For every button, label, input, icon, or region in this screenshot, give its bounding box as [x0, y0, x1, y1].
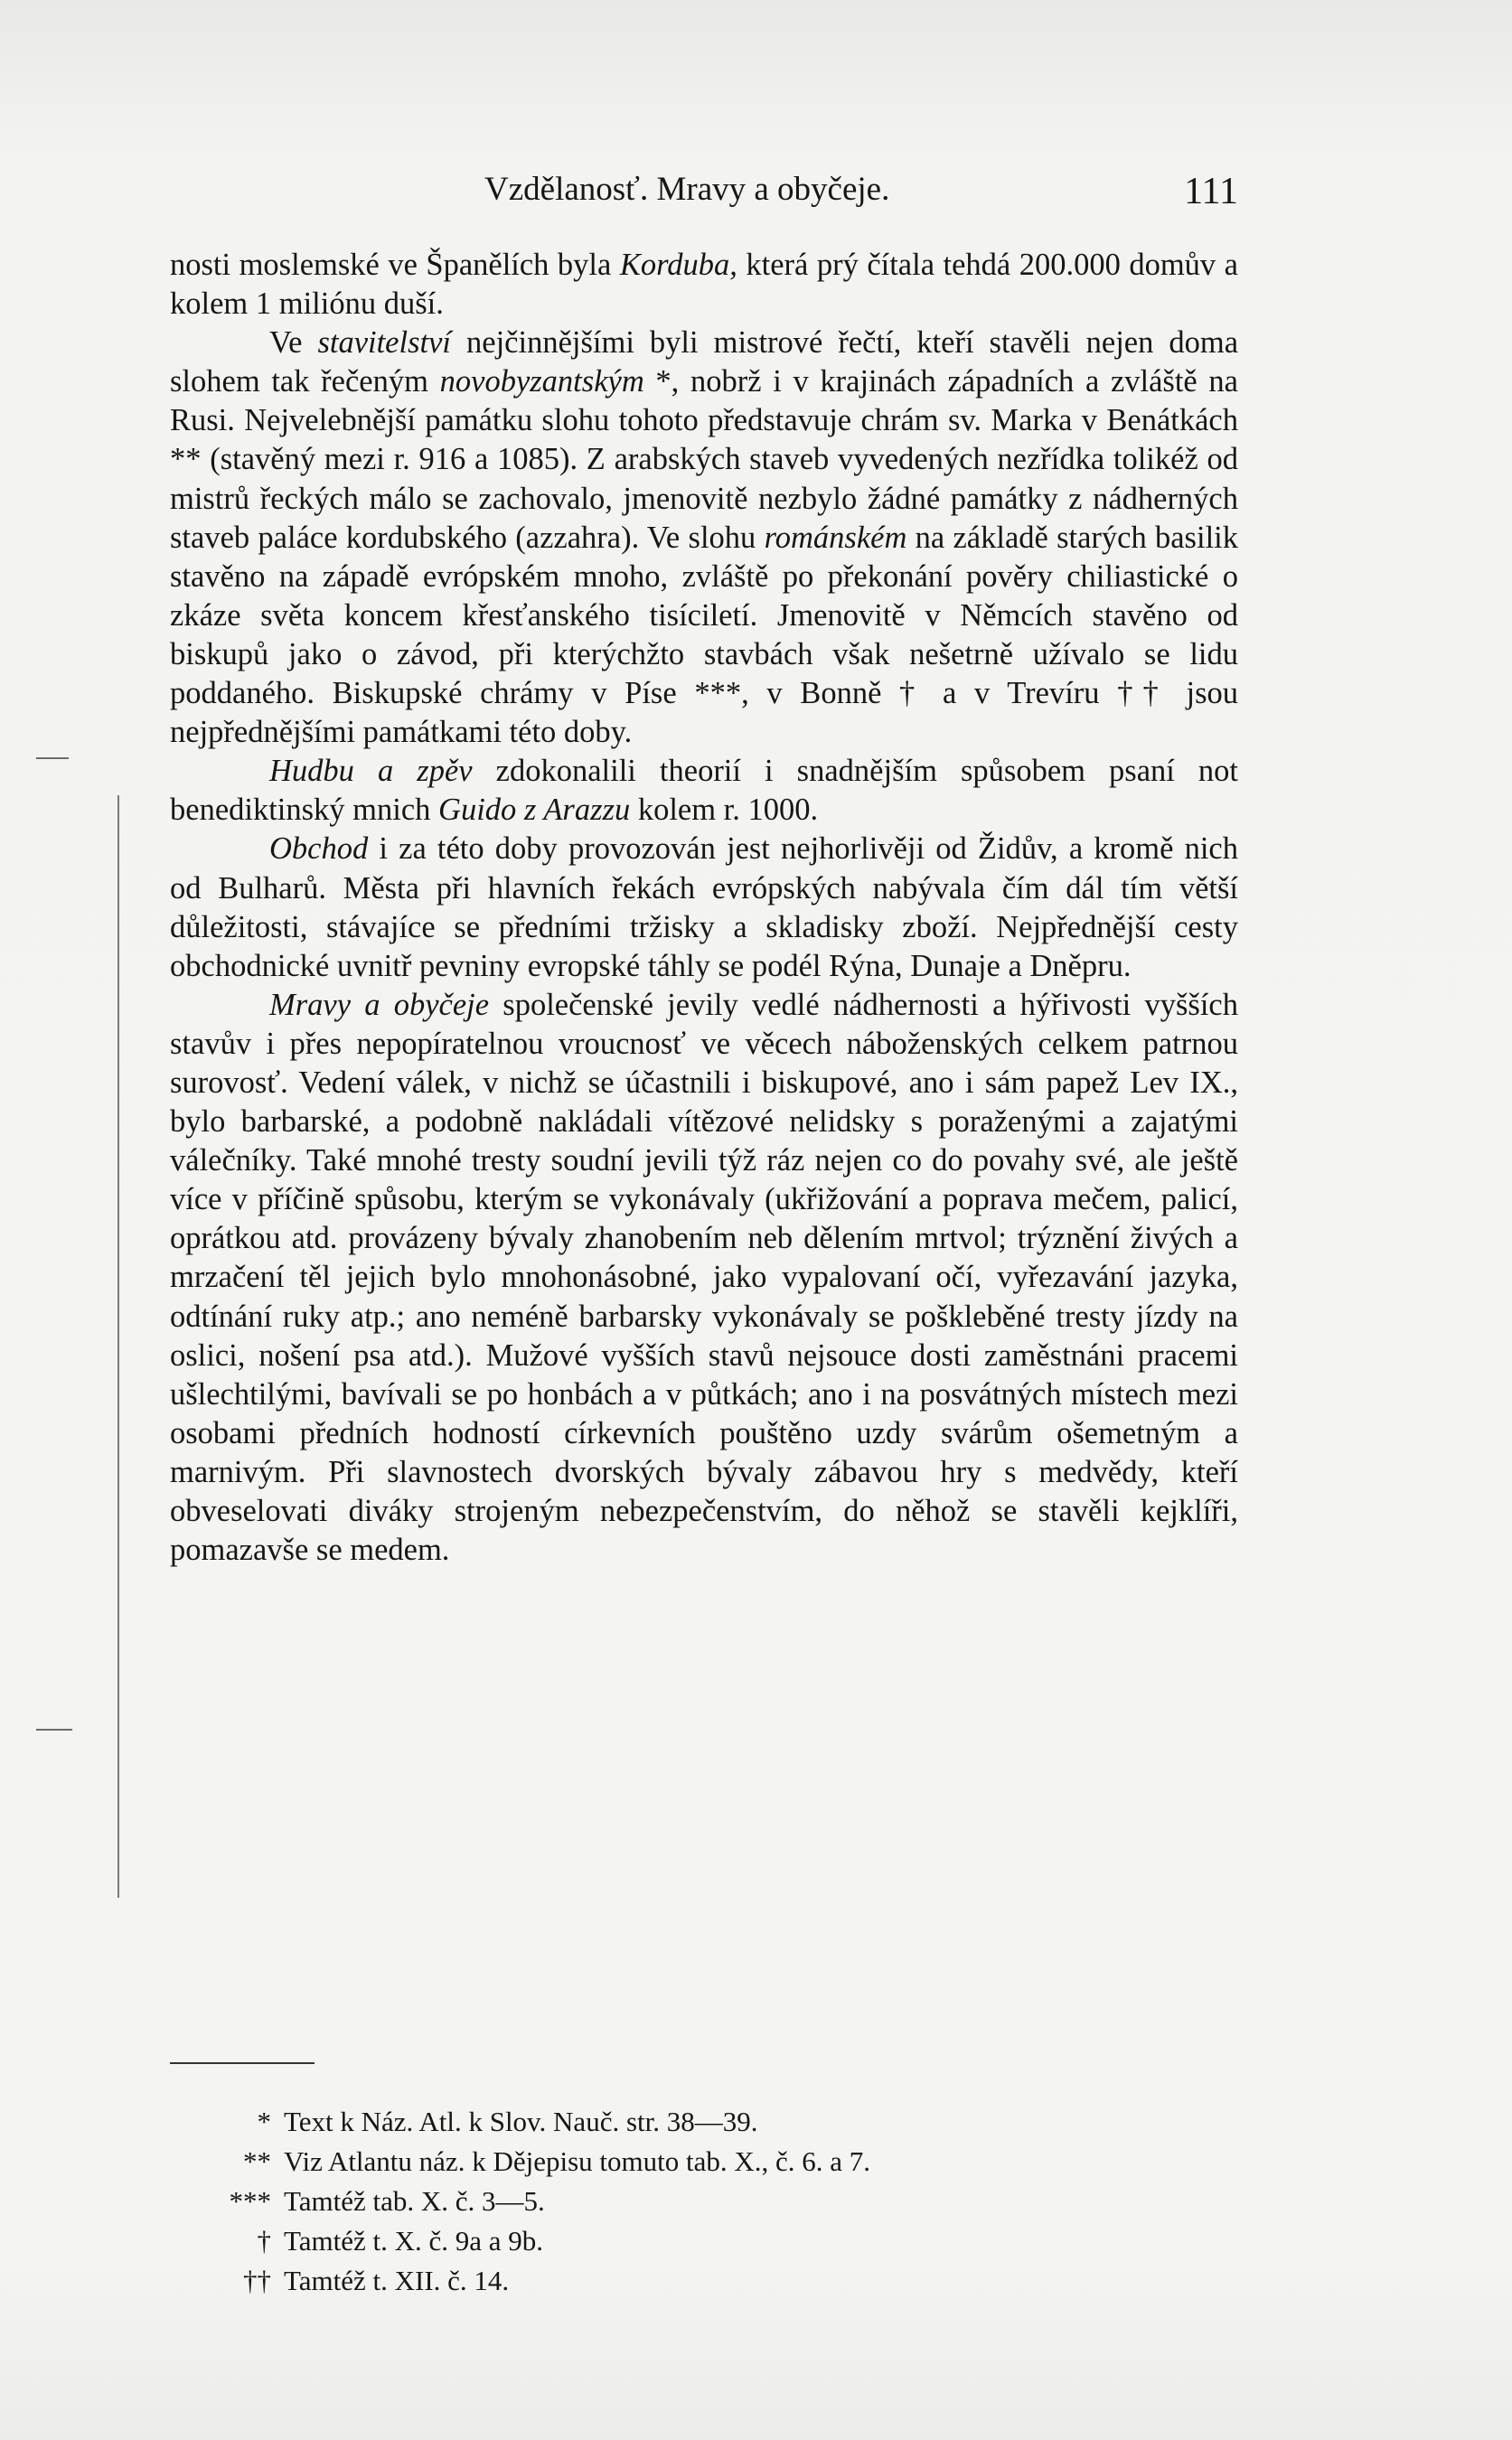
text-run: nosti moslemské ve Španělích byla [170, 248, 620, 282]
footnote-mark: ** [243, 2145, 271, 2177]
margin-rule [117, 795, 119, 1898]
text-run: která prý čítala tehdá 200.000 domův a kolem 1 miliónu duší. [170, 248, 1238, 322]
footnote-text: Tamtéž t. X. č. 9a a 9b. [284, 2225, 544, 2257]
footnote-mark: † [257, 2225, 271, 2257]
page-header [170, 170, 1238, 215]
footnote-text: Tamtéž t. XII. č. 14. [284, 2265, 510, 2296]
italic-term: Mravy a obyčeje [269, 987, 490, 1022]
book-page [170, 145, 1239, 2296]
footnote [188, 2261, 1137, 2301]
italic-term: novobyzantským [439, 364, 644, 399]
paragraph-architecture [170, 324, 1238, 752]
text-run: Ve [269, 325, 318, 361]
text-run: nejčinnějšími byli mistrové řečtí, kteří stavěli nejen doma slohem tak řečeným [170, 325, 1239, 399]
text-run: na základě starých basilik stavěno na západě evrópském mnoho, zvláště po překonání pověry chiliastické o zkáze světa koncem křesťanského tisíciletí. Jmenovitě v Němcích stavěno od biskupů jako o závod, při kterýchžto stavbách však nešetrně užívalo se lidu poddaného. Biskupské chrámy v Píse ***, v Bonně † a v Trevíru †† jsou nejpřednějšími památkami této doby. [170, 520, 1238, 750]
italic-term: Korduba, [619, 248, 737, 282]
footnote-text: Tamtéž tab. X. č. 3—5. [284, 2185, 545, 2217]
text-run: i za této doby provozován jest nejhorlivěji od Židův, a kromě nich od Bulharů. Města při hlavních řekách evrópských nabývala čím dál tím větší důležitosti, stávajíce se předními tržisky a skladisky zboží. Nejpřednější cesty obchodnické uvnitř pevniny evropské táhly se podél Rýna, Dunaje a Dněpru. [170, 831, 1238, 983]
footnote-mark: * [257, 2106, 271, 2137]
italic-term: románském [764, 520, 907, 555]
italic-term: Obchod [269, 831, 369, 867]
text-run: *, nobrž i v krajinách západních a zvláště na Rusi. Nejvelebnější památku slohu tohoto představuje chrám sv. Marka v Benátkách ** (stavěný mezi r. 916 a 1085). Z arabských staveb vyvedených nezřídka tolikéž od mistrů řeckých málo se zachovalo, jmenovitě nezbylo žádné památky z nádherných staveb paláce kordubského (azzahra). Ve slohu [170, 364, 1238, 555]
footnote [188, 2221, 1137, 2261]
paragraph-trade [170, 830, 1238, 985]
margin-mark-lower [36, 1729, 72, 1731]
running-head: Vzdělanosť. Mravy a obyčeje. [484, 171, 890, 208]
italic-term: Guido z Arazzu [438, 793, 631, 828]
text-run: společenské jevily vedlé nádhernosti a hýřivosti vyšších stavův i přes nepopíratelnou vroucnosť ve věcech náboženských celkem patrnou surovosť. Vedení válek, v nichž se účastnili i biskupové, ano i sám papež Lev IX., bylo barbarské, a podobně nakládali vítězové nelidsky s poraženými a zajatými válečníky. Také mnohé tresty soudní jevili týž ráz nejen co do povahy své, ale ještě více v příčině spůsobu, kterým se vykonávaly (ukřižování a poprava mečem, palicí, oprátkou atd. provázeny bývaly zhanobením neb dělením mrtvol; trýznění živých a mrzačení těl jejich bylo mnohonásobné, jako vypalovaní očí, vyřezavání jazyka, odtínání ruky atp.; ano neméně barbarsky vykonávaly se poškleběné tresty jízdy na oslici, nošení psa atd.). Mužové vyšších stavů nejsouce dosti zaměstnáni pracemi ušlechtilými, bavívali se po honbách a v půtkách; ano i na posvátných místech mezi osobami předních hodností církevních pouštěno uzdy svárům ošemetným a marnivým. Při slavnostech dvorských bývaly zábavou hry s medvědy, kteří obveselovati diváky strojeným nebezpečenstvím, do něhož se stavěli kejklíři, pomazavše se medem. [170, 987, 1238, 1568]
footnote [188, 2102, 1137, 2142]
footnote [188, 2182, 1137, 2221]
text-run: kolem r. 1000. [630, 793, 819, 828]
footnote [188, 2142, 1137, 2182]
footnote-text: Viz Atlantu náz. k Dějepisu tomuto tab. X., č. 6. a 7. [284, 2145, 871, 2177]
paragraph-music [170, 752, 1238, 830]
body-text [170, 246, 1238, 1570]
footnote-mark: *** [229, 2185, 271, 2217]
paragraph-cordoba [170, 246, 1238, 324]
footnotes [188, 2102, 1137, 2301]
italic-term: Hudbu a zpěv [269, 754, 473, 789]
footnote-divider [170, 2062, 315, 2064]
paragraph-customs [170, 986, 1238, 1570]
footnote-text: Text k Náz. Atl. k Slov. Nauč. str. 38—39. [284, 2106, 758, 2137]
margin-mark-upper [36, 757, 69, 759]
page-number: 111 [1184, 171, 1238, 212]
text-run: zdokonalili theorií i snadnějším spůsobem psaní not benediktinský mnich [170, 754, 1238, 828]
footnote-mark: †† [243, 2265, 271, 2296]
italic-term: stavitelství [317, 325, 451, 361]
